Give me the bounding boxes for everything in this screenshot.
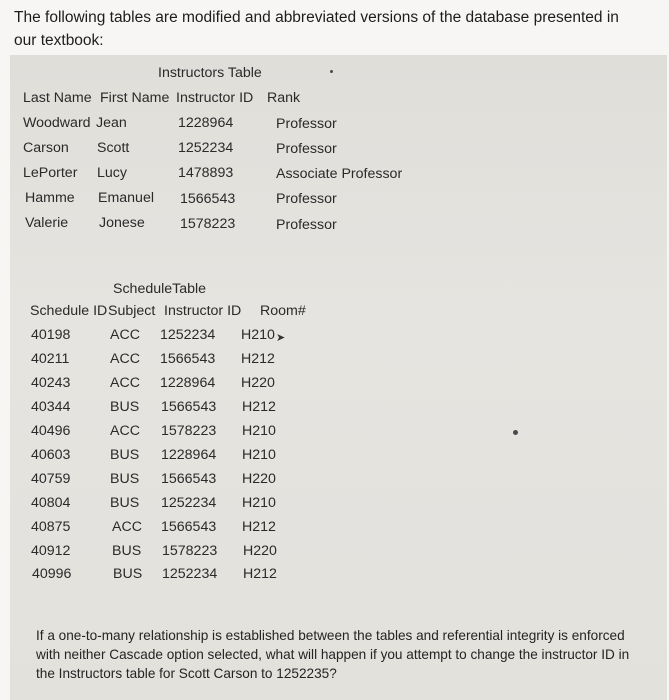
cell-schedule-id: 40804	[31, 495, 71, 511]
header-schedule-id: Schedule ID	[30, 303, 108, 319]
cell-instructor-id: 1252234	[162, 566, 218, 582]
cell-instructor-id: 1578223	[162, 543, 218, 559]
cell-subject: ACC	[110, 423, 140, 439]
cell-room: H210	[242, 495, 276, 511]
cell-schedule-id: 40912	[31, 543, 71, 559]
cell-subject: BUS	[110, 447, 140, 463]
cell-room: H220	[243, 543, 277, 559]
cell-instructor-id: 1228964	[160, 375, 216, 391]
cell-subject: BUS	[113, 566, 143, 582]
cell-rank: Associate Professor	[276, 166, 403, 182]
cell-last-name: Valerie	[25, 215, 69, 231]
cell-schedule-id: 40875	[31, 519, 71, 535]
cell-last-name: LePorter	[23, 165, 78, 181]
cell-instructor-id: 1566543	[180, 191, 236, 207]
cursor-arrow-icon: ➤	[276, 332, 286, 344]
header-instructor-id: Instructor ID	[176, 90, 254, 106]
cell-first-name: Jonese	[99, 215, 145, 231]
cell-subject: ACC	[110, 351, 140, 367]
cell-schedule-id: 40344	[31, 399, 71, 415]
cell-instructor-id: 1566543	[161, 399, 217, 415]
cell-first-name: Lucy	[97, 165, 127, 181]
cell-instructor-id: 1478893	[178, 165, 234, 181]
cell-instructor-id: 1566543	[161, 471, 217, 487]
instructors-table-title: Instructors Table	[158, 65, 262, 81]
cell-rank: Professor	[276, 141, 337, 157]
cell-rank: Professor	[276, 191, 337, 207]
cell-instructor-id: 1252234	[161, 495, 217, 511]
header-instructor-id: Instructor ID	[164, 303, 242, 319]
cell-schedule-id: 40996	[32, 566, 72, 582]
cell-room: H212	[241, 351, 275, 367]
cell-subject: ACC	[112, 519, 142, 535]
cell-instructor-id: 1228964	[178, 115, 234, 131]
question-text: If a one-to-many relationship is established between the tables and referential integrity is enforced with neither Cascade option selected, what will happen if you attempt to change the instructor ID in the Instructors table for Scott Carson to 1252235?	[36, 628, 630, 681]
intro-text: The following tables are modified and abbreviated versions of the database presented in our textbook:	[14, 9, 619, 49]
cell-instructor-id: 1578223	[180, 216, 236, 232]
cell-instructor-id: 1252234	[178, 140, 234, 156]
cell-room: H220	[241, 375, 275, 391]
cell-instructor-id: 1566543	[160, 351, 216, 367]
header-room: Room#	[260, 303, 306, 319]
cell-subject: BUS	[110, 471, 140, 487]
header-subject: Subject	[108, 303, 156, 319]
header-first-name: First Name	[100, 90, 170, 106]
cell-subject: BUS	[110, 399, 140, 415]
speck-dot-icon	[330, 70, 333, 73]
cell-room: H210	[242, 447, 276, 463]
cell-schedule-id: 40603	[31, 447, 71, 463]
cell-schedule-id: 40496	[31, 423, 71, 439]
cell-instructor-id: 1566543	[161, 519, 217, 535]
speck-dot-icon	[513, 430, 518, 435]
cell-room: H220	[242, 471, 276, 487]
schedule-table-title: ScheduleTable	[113, 281, 207, 297]
cell-room: H212	[242, 519, 276, 535]
cell-room: H210	[242, 423, 276, 439]
cell-rank: Professor	[276, 116, 337, 132]
cell-subject: BUS	[112, 543, 142, 559]
cell-first-name: Jean	[96, 115, 127, 131]
cell-instructor-id: 1252234	[160, 327, 216, 343]
cell-instructor-id: 1228964	[161, 447, 217, 463]
cell-room: H210	[241, 327, 275, 343]
cell-schedule-id: 40759	[31, 471, 71, 487]
cell-subject: ACC	[110, 375, 140, 391]
cell-room: H212	[242, 399, 276, 415]
cell-subject: BUS	[110, 495, 140, 511]
cell-last-name: Hamme	[25, 190, 75, 206]
cell-schedule-id: 40243	[31, 375, 71, 391]
cell-first-name: Scott	[97, 140, 130, 156]
cell-room: H212	[243, 566, 277, 582]
header-last-name: Last Name	[23, 90, 92, 106]
cell-first-name: Emanuel	[98, 190, 154, 206]
cell-last-name: Carson	[23, 140, 69, 156]
cell-schedule-id: 40211	[31, 351, 70, 367]
cell-instructor-id: 1578223	[161, 423, 217, 439]
header-rank: Rank	[267, 90, 301, 106]
cell-last-name: Woodward	[23, 115, 91, 131]
cell-schedule-id: 40198	[31, 327, 71, 343]
cell-subject: ACC	[110, 327, 140, 343]
cell-rank: Professor	[276, 217, 337, 233]
